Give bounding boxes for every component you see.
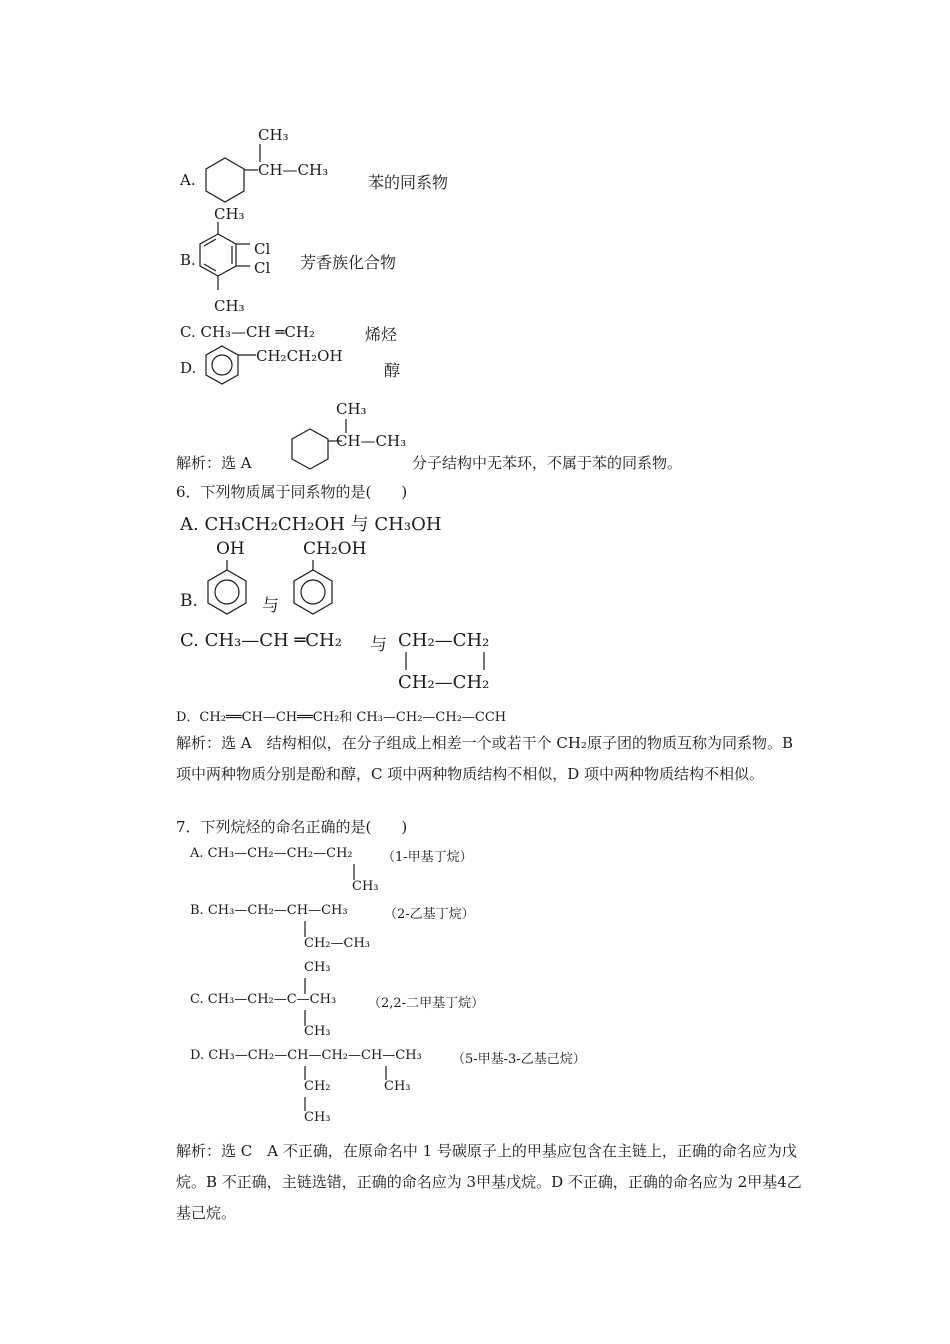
methyl-top: CH₃ [214, 205, 245, 223]
hydroxymethyl-label: CH₂OH [303, 539, 367, 559]
analysis [176, 1136, 808, 1229]
methyl-top: CH₃ [258, 126, 289, 144]
ring-bonds [400, 650, 500, 674]
substituent: CH₃ [352, 879, 379, 894]
substituent-1: CH₂ [304, 1079, 331, 1094]
substituent-2: CH₃ [384, 1079, 411, 1094]
name: （5-甲基-3-乙基己烷） [452, 1052, 586, 1067]
description: 醇 [384, 361, 401, 380]
formula: CH₂CH₂OH [256, 347, 343, 365]
chlorine-2: Cl [254, 259, 271, 277]
connector-yu: 与 [262, 596, 279, 616]
option-label: D. [180, 359, 197, 377]
option-d: D．CH₂══CH—CH══CH₂和 CH₃—CH₂—CH₂—CCH [176, 710, 507, 725]
formula: C. CH₃—CH ═CH₂ [180, 630, 342, 651]
main-chain: B. CH₃—CH₂—CH—CH₃ [190, 903, 348, 918]
analysis-text: 解析：选 C A 不正确，在原命名中 1 号碳原子上的甲基应包含在主链上，正确的命名应为戊烷。B 不正确，主链选错，正确的命名应为 3甲基戊烷。D 不正确，正确的命名应为 2甲基4乙基己烷。 [176, 1142, 802, 1222]
analysis-suffix: 分子结构中无苯环，不属于苯的同系物。 [412, 454, 683, 472]
ch-chain: CH—CH₃ [258, 161, 329, 179]
analysis [176, 728, 808, 790]
description: 芳香族化合物 [300, 253, 397, 272]
ring-bottom: CH₂—CH₂ [398, 672, 490, 693]
ring-top: CH₂—CH₂ [398, 630, 490, 651]
description: 苯的同系物 [368, 173, 449, 192]
option-label: B. [180, 591, 198, 611]
ch-chain: CH—CH₃ [336, 432, 407, 450]
question-stem: 6．下列物质属于同系物的是( ) [176, 483, 408, 501]
option-label: B. [180, 251, 196, 269]
main-chain: A. CH₃—CH₂—CH₂—CH₂ [190, 846, 353, 861]
name: （2-乙基丁烷） [384, 907, 475, 922]
analysis-prefix: 解析：选 A [176, 454, 252, 472]
substituent: CH₂—CH₃ [304, 936, 370, 951]
substituent-1b: CH₃ [304, 1110, 331, 1125]
name: （1-甲基丁烷） [382, 850, 473, 865]
description: 烯烃 [365, 325, 398, 344]
connector-yu: 与 [370, 635, 387, 655]
phenol-ring [204, 560, 254, 620]
methyl-bottom: CH₃ [214, 297, 245, 315]
methyl-top: CH₃ [336, 400, 367, 418]
substituent-bottom: CH₃ [304, 1024, 331, 1039]
question-stem: 7．下列烷烃的命名正确的是( ) [176, 818, 408, 836]
benzene-ring [198, 222, 258, 292]
analysis-text: 解析：选 A 结构相似，在分子组成上相差一个或若干个 CH₂原子团的物质互称为同系物。B 项中两种物质分别是酚和醇，C 项中两种物质结构不相似，D 项中两种物质结构不相似。 [176, 734, 793, 783]
main-chain: D. CH₃—CH₂—CH—CH₂—CH—CH₃ [190, 1048, 422, 1063]
name: （2,2-二甲基丁烷） [368, 996, 485, 1011]
main-chain: C. CH₃—CH₂—C—CH₃ [190, 992, 337, 1007]
hydroxyl-label: OH [216, 539, 245, 559]
substituent-top: CH₃ [304, 960, 331, 975]
benzyl-ring [290, 560, 340, 620]
formula: C. CH₃—CH ═CH₂ [180, 323, 315, 341]
benzene-ring [204, 346, 264, 386]
option-a: A. CH₃CH₂CH₂OH 与 CH₃OH [180, 514, 442, 535]
chlorine-1: Cl [254, 240, 271, 258]
option-label: A. [180, 171, 196, 189]
